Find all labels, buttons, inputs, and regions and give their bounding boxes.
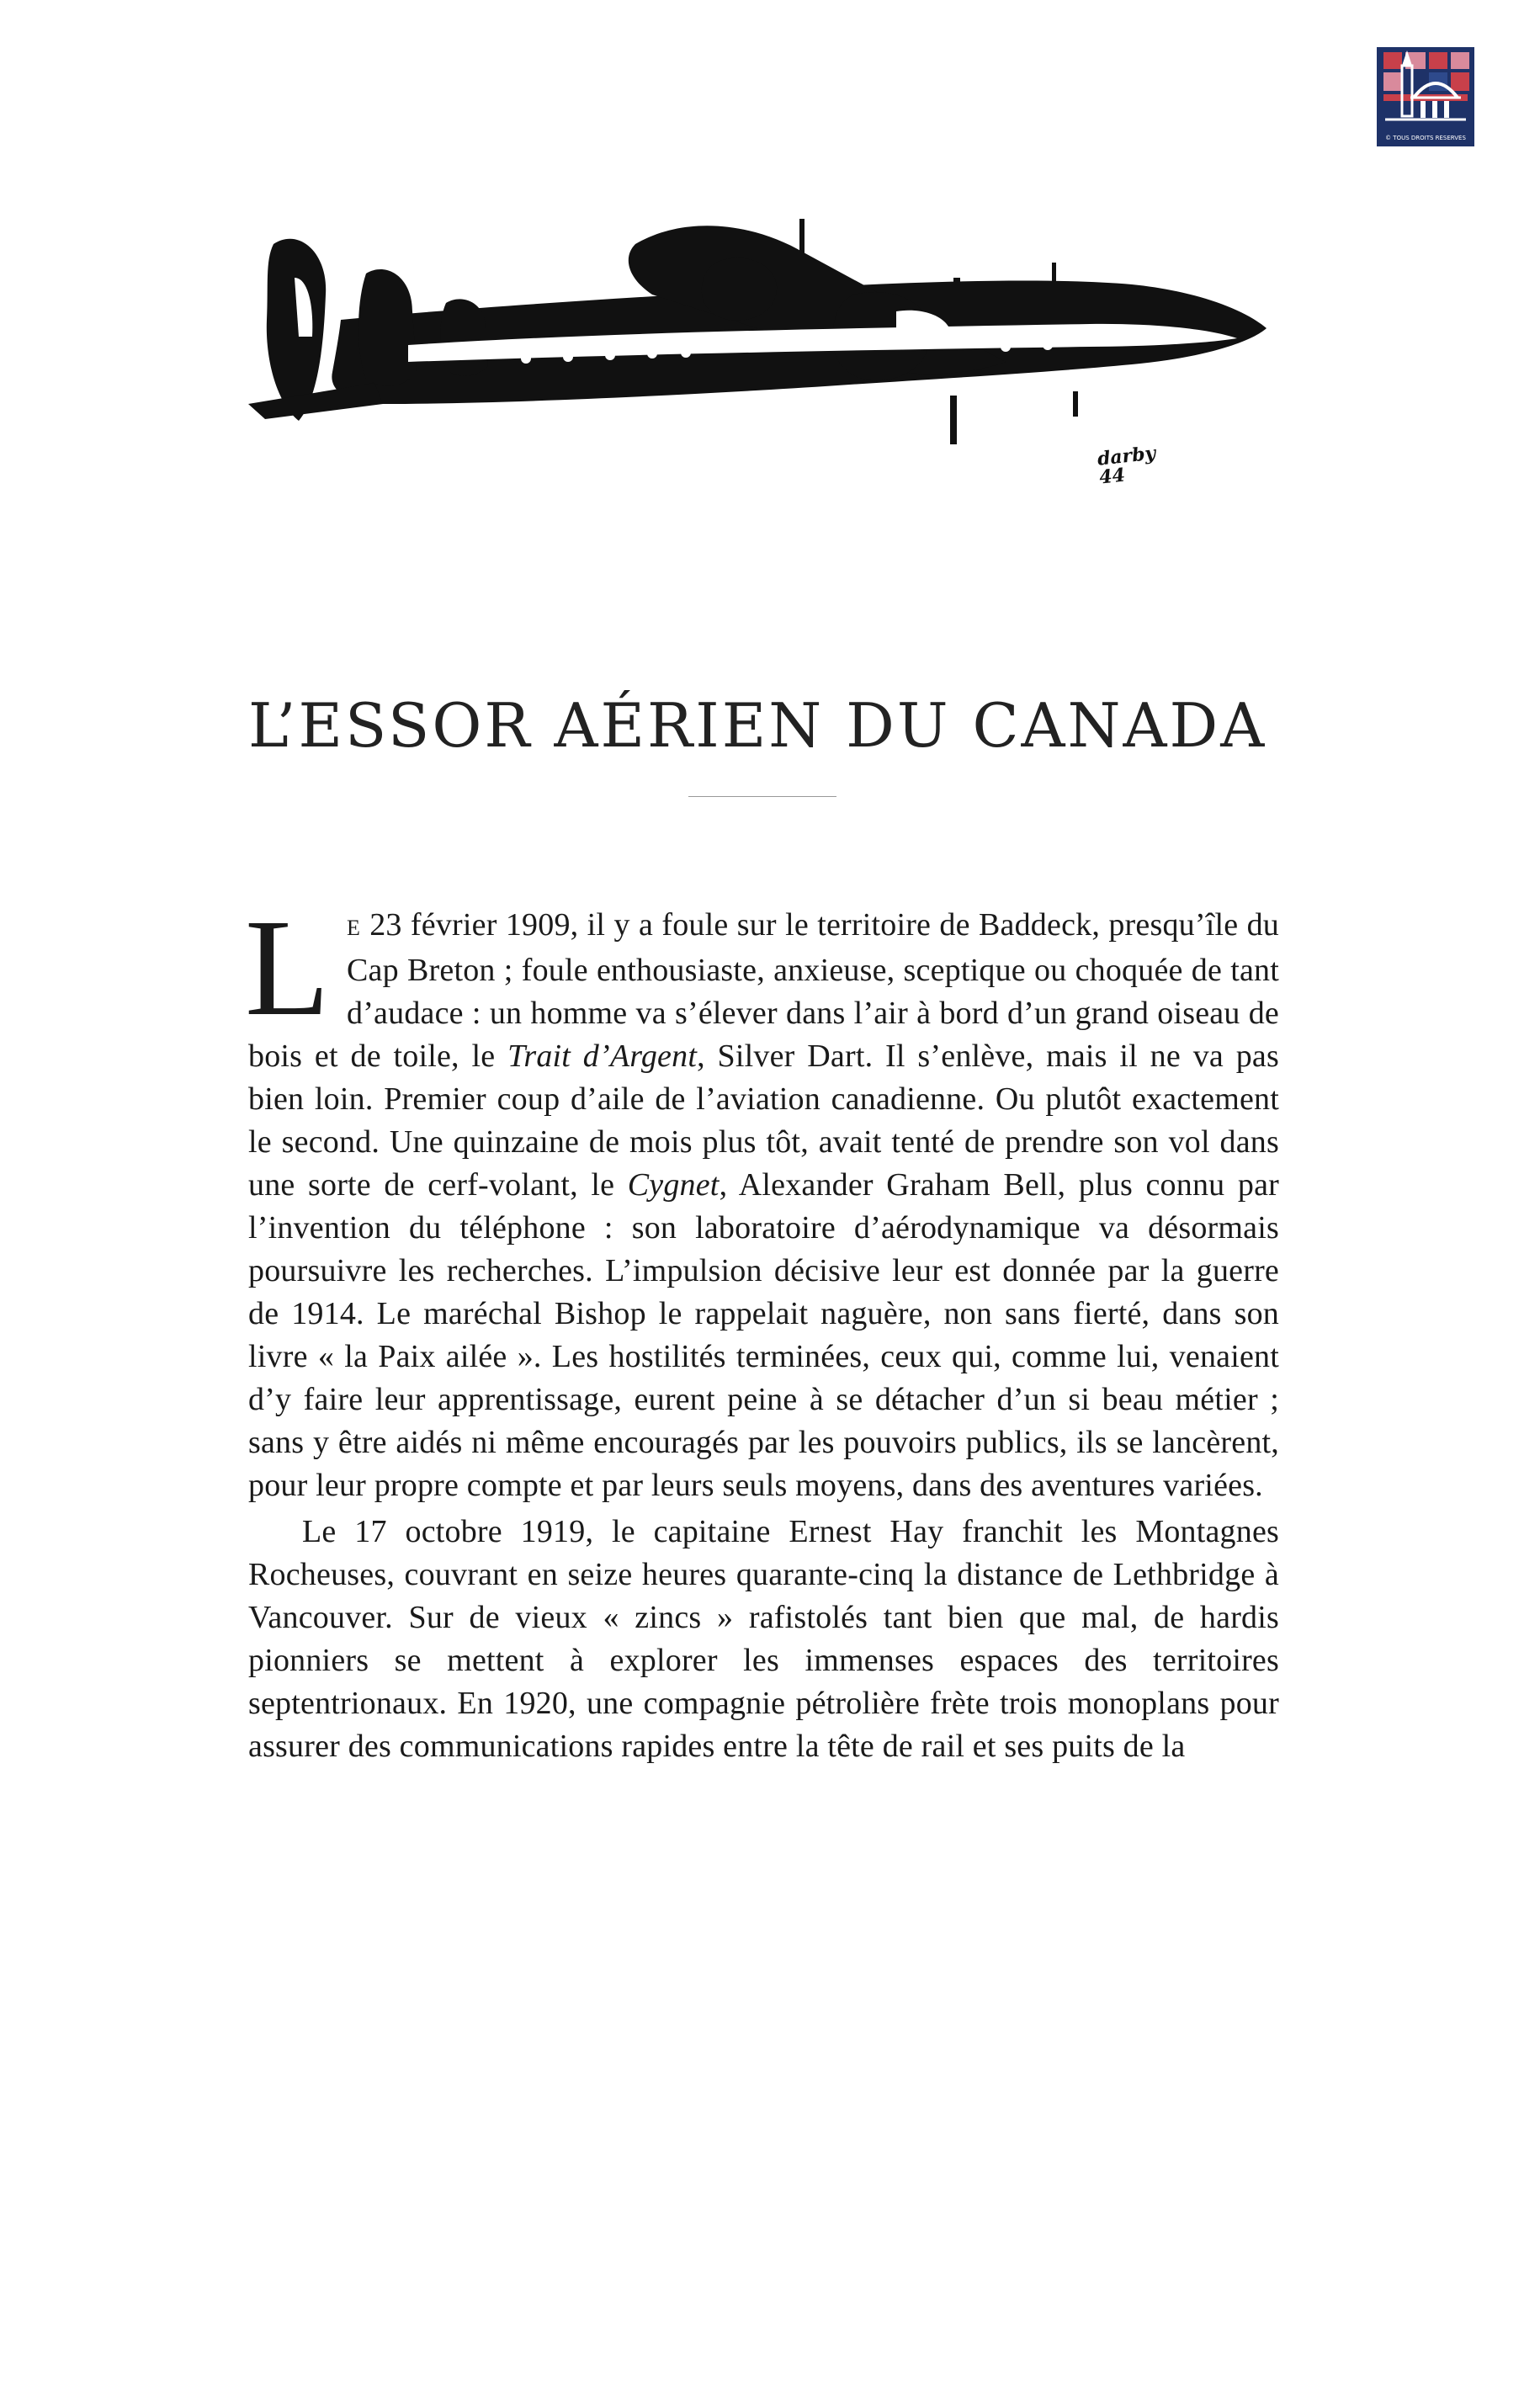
paragraph-1 (245, 890, 1280, 1507)
logo-caption: © TOUS DROITS RÉSERVÉS (1385, 135, 1466, 141)
italic-cygnet: Cygnet (627, 1167, 720, 1203)
paragraph-1-text-c: , Alexander Graham Bell, plus connu par l’invention du téléphone : son laboratoire d’aérodynamique va désormais poursuivre les recherches. L’impulsion décisive leur est donnée par la guerre de 1914. Le maréchal Bishop le rappelait naguère, non sans fierté, dans son livre « la Paix ailée ». Les hostilités terminées, ceux qui, comme lui, venaient d’y faire leur apprentissage, eurent peine à se détacher d’un si beau métier ; sans y être aidés ni même encouragés par les pouvoirs publics, ils se lancèrent, pour leur propre compte et par leurs seuls moyens, dans des aventures variées. (248, 1167, 1280, 1503)
body-text (245, 890, 1280, 1768)
drop-cap: L (245, 890, 330, 1044)
publisher-logo (1377, 47, 1474, 146)
small-cap: E (347, 916, 361, 940)
airplane-illustration (248, 151, 1275, 539)
chapter-title: L’ESSOR AÉRIEN DU CANADA (248, 690, 1267, 761)
italic-trait-dargent: Trait d’Argent (507, 1038, 698, 1074)
title-divider (688, 796, 836, 797)
paragraph-2: Le 17 octobre 1919, le capitaine Ernest Hay franchit les Montagnes Rocheuses, couvrant en seize heures quarante-cinq la distance de Lethbridge à Vancouver. Sur de vieux « zincs » rafistolés tant bien que mal, de hardis pionniers se mettent à explorer les immenses espaces des territoires septentrionaux. En 1920, une compagnie pétrolière frète trois monoplans pour assurer des communications rapides entre la tête de rail et ses puits de la (248, 1514, 1279, 1764)
publisher-building-logo-icon (1377, 47, 1474, 146)
paragraph-1-text-a: 23 février 1909, il y a foule sur le territoire de Baddeck, presqu’île du Cap Breton ; foule enthousiaste, anxieuse, sceptique ou choquée de tant d’audace : un homme va s’élever dans l’air à bord d’un grand oiseau de bois et de toile, le (248, 907, 1279, 1074)
paragraph-1-text-b: , Silver Dart. Il s’enlève, mais il ne va pas bien loin. Premier coup d’aile de l’aviation canadienne. Ou plutôt exactement le second. Une quinzaine de mois plus tôt, avait tenté de prendre son vol dans une sorte de cerf-volant, le (248, 1038, 1279, 1203)
illustration-signature: darby 44 (1096, 442, 1157, 489)
